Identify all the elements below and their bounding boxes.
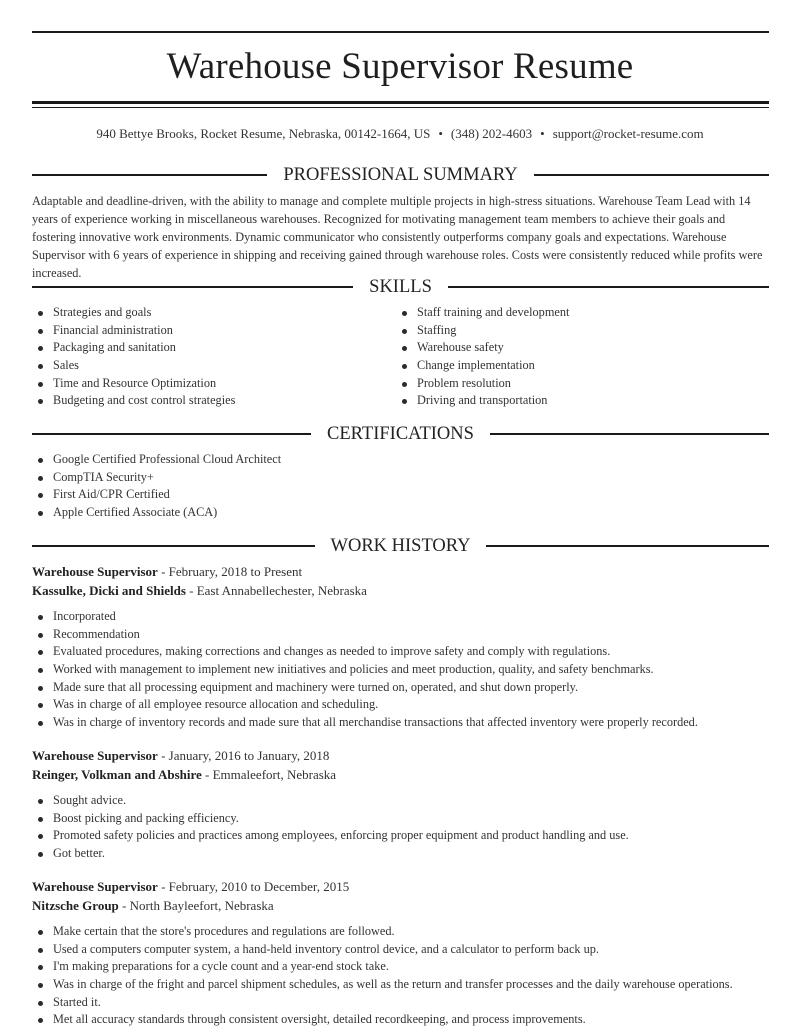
list-item: Apple Certified Associate (ACA)	[32, 504, 281, 522]
skills-list-left	[32, 304, 235, 410]
job-role: Warehouse Supervisor	[32, 748, 158, 763]
list-item: Promoted safety policies and practices among employees, enforcing proper equipment and product handling and use.	[32, 827, 629, 845]
job-title-line	[32, 564, 302, 580]
job-bullets	[32, 792, 629, 863]
resume-title: Warehouse Supervisor Resume	[166, 46, 634, 87]
job-location: - North Bayleefort, Nebraska	[118, 898, 274, 913]
list-item: Sales	[32, 357, 235, 375]
job-company-line	[32, 583, 367, 599]
list-item: Strategies and goals	[32, 304, 235, 322]
summary-text: Adaptable and deadline-driven, with the ability to manage and complete multiple projects in high-stress situations. Warehouse Team Lead with 14 years of experience working in miscellaneous warehouses. Recognized for motivating management team members to achieve their goals and fostering innovative work environments. Dynamic communicator who consistently outperforms company goals and expectations. Warehouse Supervisor with 6 years of experience in shipping and receiving gained through warehouse roles. Costs were consistently reduced while profits were increased.	[32, 194, 763, 280]
list-item: Got better.	[32, 845, 629, 863]
list-item: Made sure that all processing equipment and machinery were turned on, operated, and shut down properly.	[32, 679, 698, 697]
list-item: CompTIA Security+	[32, 469, 281, 487]
contact-separator: •	[438, 126, 443, 141]
section-header-certifications	[32, 422, 769, 446]
job-bullets	[32, 923, 733, 1029]
contact-email[interactable]: support@rocket-resume.com	[552, 126, 704, 141]
title-rule-thick	[32, 101, 769, 104]
job-title-line	[32, 748, 329, 764]
list-item: Boost picking and packing efficiency.	[32, 810, 629, 828]
list-item: Sought advice.	[32, 792, 629, 810]
certifications-list	[32, 451, 281, 522]
contact-address: 940 Bettye Brooks, Rocket Resume, Nebraska, 00142-1664, US	[96, 126, 431, 141]
section-rule-right	[448, 286, 769, 288]
job-company: Reinger, Volkman and Abshire	[32, 767, 202, 782]
top-rule	[32, 31, 769, 33]
list-item: Was in charge of all employee resource allocation and scheduling.	[32, 696, 698, 714]
section-title: SKILLS	[369, 276, 432, 297]
section-rule-left	[32, 433, 311, 435]
list-item: Budgeting and cost control strategies	[32, 392, 235, 410]
job-company: Nitzsche Group	[32, 898, 119, 913]
list-item: Problem resolution	[396, 375, 569, 393]
list-item: Incorporated	[32, 608, 698, 626]
list-item: Google Certified Professional Cloud Architect	[32, 451, 281, 469]
job-title-line	[32, 879, 349, 895]
list-item: First Aid/CPR Certified	[32, 486, 281, 504]
job-role: Warehouse Supervisor	[32, 564, 158, 579]
list-item: I'm making preparations for a cycle count and a year-end stock take.	[32, 958, 733, 976]
list-item: Evaluated procedures, making corrections and changes as needed to improve safety and comply with regulations.	[32, 643, 698, 661]
section-title: PROFESSIONAL SUMMARY	[283, 164, 518, 185]
list-item: Packaging and sanitation	[32, 339, 235, 357]
job-company-line	[32, 898, 274, 914]
list-item: Was in charge of the fright and parcel shipment schedules, as well as the return and transfer processes and the daily warehouse operations.	[32, 976, 733, 994]
section-rule-right	[486, 545, 769, 547]
list-item: Worked with management to implement new initiatives and policies and meet production, quality, and safety benchmarks.	[32, 661, 698, 679]
job-dates: - February, 2018 to Present	[157, 564, 303, 579]
list-item: Was in charge of inventory records and made sure that all merchandise transactions that affected inventory were properly recorded.	[32, 714, 698, 732]
section-rule-left	[32, 286, 353, 288]
list-item: Change implementation	[396, 357, 569, 375]
list-item: Met all accuracy standards through consistent oversight, detailed recordkeeping, and process improvements.	[32, 1011, 733, 1029]
list-item: Driving and transportation	[396, 392, 569, 410]
list-item: Financial administration	[32, 322, 235, 340]
skills-list-right	[396, 304, 569, 410]
job-location: - East Annabellechester, Nebraska	[185, 583, 367, 598]
section-title: CERTIFICATIONS	[327, 423, 474, 444]
section-rule-right	[490, 433, 769, 435]
section-rule-left	[32, 545, 315, 547]
job-location: - Emmaleefort, Nebraska	[201, 767, 337, 782]
list-item: Make certain that the store's procedures and regulations are followed.	[32, 923, 733, 941]
section-rule-left	[32, 174, 267, 176]
section-header-work-history	[32, 534, 769, 558]
list-item: Recommendation	[32, 626, 698, 644]
contact-line	[0, 126, 800, 142]
job-dates: - January, 2016 to January, 2018	[157, 748, 330, 763]
section-header-skills	[32, 275, 769, 299]
list-item: Used a computers computer system, a hand-held inventory control device, and a calculator to perform back up.	[32, 941, 733, 959]
job-bullets	[32, 608, 698, 732]
list-item: Started it.	[32, 994, 733, 1012]
contact-separator: •	[540, 126, 545, 141]
title-rule-thin	[32, 107, 769, 108]
job-role: Warehouse Supervisor	[32, 879, 158, 894]
job-dates: - February, 2010 to December, 2015	[157, 879, 350, 894]
list-item: Staffing	[396, 322, 569, 340]
section-header-summary	[32, 163, 769, 187]
list-item: Staff training and development	[396, 304, 569, 322]
section-rule-right	[534, 174, 769, 176]
list-item: Warehouse safety	[396, 339, 569, 357]
job-company-line	[32, 767, 336, 783]
job-company: Kassulke, Dicki and Shields	[32, 583, 186, 598]
section-title: WORK HISTORY	[330, 535, 471, 556]
contact-phone: (348) 202-4603	[450, 126, 533, 141]
list-item: Time and Resource Optimization	[32, 375, 235, 393]
